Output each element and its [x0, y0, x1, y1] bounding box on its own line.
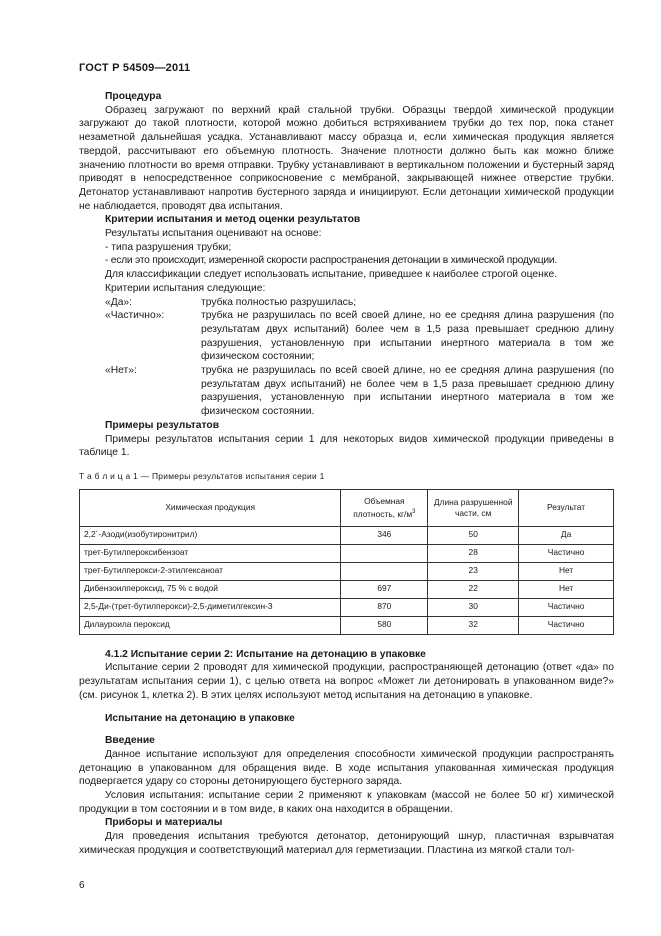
test-heading: Испытание на детонацию в упаковке: [105, 712, 295, 724]
header-density: [341, 489, 428, 526]
cell-length: 22: [428, 580, 519, 598]
criterion-value: трубка полностью разрушилась;: [201, 296, 357, 308]
criterion-key: «Нет»:: [105, 365, 137, 377]
devices-text: Для проведения испытания требуются детонатор, детонирующий шнур, пластичная взрывчатая химическая продукция и соответствующий материал для герметизации. Пластина из мягкой стали тол-: [79, 831, 614, 856]
criterion-key: «Частично»:: [105, 310, 165, 322]
cell-result: Нет: [519, 580, 614, 598]
table-header-row: [80, 489, 614, 526]
page-number: 6: [79, 880, 85, 891]
cell-product: 2,5-Ди-(трет-бутилперокси)-2,5-диметилгексин-3: [80, 598, 341, 616]
section-4-1-2-text: Испытание серии 2 проводят для химической продукции, распространяющей детонацию (ответ «да» по результатам испытания серии 1), с целью ответа на вопрос «Может ли детонировать в упакованном виде?» (см. рисунок 1, клетка 2). В этих целях используют метод испытания на детонацию в упаковке.: [79, 662, 614, 701]
cell-length: 28: [428, 544, 519, 562]
cell-length: 30: [428, 598, 519, 616]
header-length: Длина разрушенной части, см: [428, 489, 519, 526]
results-table: [79, 489, 614, 635]
cell-result: Частично: [519, 598, 614, 616]
cell-result: Да: [519, 526, 614, 544]
criteria-line: Для классификации следует использовать испытание, приведшее к наиболее строгой оценке.: [105, 269, 558, 281]
criteria-line: Результаты испытания оценивают на основе:: [105, 228, 322, 240]
cell-product: трет-Бутилперокси-2-этилгексаноат: [80, 562, 341, 580]
document-header: ГОСТ Р 54509—2011: [79, 62, 191, 74]
table-row: [80, 598, 614, 616]
cell-density: 580: [341, 616, 428, 634]
examples-text: Примеры результатов испытания серии 1 для некоторых видов химической продукции приведены в таблице 1.: [79, 433, 614, 459]
cell-product: Дибензоилпероксид, 75 % с водой: [80, 580, 341, 598]
procedure-text: Образец загружают по верхний край стальной трубки. Образцы твердой химической продукции загружают до такой плотности, которой можно добиться встряхиванием трубки до тех пор, пока станет незаметной дальнейшая усадка. Устанавливают массу образца и, если химическая продукция является твердой, рассчитывают его объемную плотность. Значение плотности должно быть как можно ближе значению плотности во время отправки. Трубку устанавливают в вертикальном положении и бустерный заряд приводят в непосредственное соприкосновение с мембраной, закрывающей нижнее отверстие трубки. Детонатор устанавливают напротив бустерного заряда и инициируют. Если детонации химической продукции не наблюдается, проводят два испытания.: [79, 104, 614, 212]
table-row: [80, 580, 614, 598]
table-caption: Т а б л и ц а 1 — Примеры результатов испытания серии 1: [79, 470, 325, 481]
header-product: Химическая продукция: [80, 489, 341, 526]
devices-heading: Приборы и материалы: [105, 817, 223, 829]
header-result: Результат: [519, 489, 614, 526]
intro-conditions: Условия испытания: испытание серии 2 применяют к упаковкам (массой не более 50 кг) химической продукции в том состоянии и в том виде, в каких она находится в обращении.: [79, 790, 614, 815]
cell-density: 346: [341, 526, 428, 544]
cell-density: 870: [341, 598, 428, 616]
cell-product: 2,2´-Азоди(изобутиронитрил): [80, 526, 341, 544]
cell-length: 23: [428, 562, 519, 580]
table-row: [80, 544, 614, 562]
criteria-line: - если это происходит, измеренной скорости распространения детонации в химической продукции.: [105, 255, 558, 267]
intro-text: Данное испытание используют для определения способности химической продукции распространять детонацию в упакованном для обращения виде. В ходе испытания упакованная химическая продукция подвергается удару со стороны детонирующего бустерного заряда.: [79, 748, 614, 788]
criterion-key: «Да»:: [105, 296, 133, 308]
criteria-line: - типа разрушения трубки;: [105, 241, 232, 253]
cell-density: [341, 562, 428, 580]
cell-product: Дилауроила пероксид: [80, 616, 341, 634]
cell-product: трет-Бутилпероксибензоат: [80, 544, 341, 562]
cell-result: Частично: [519, 544, 614, 562]
procedure-heading: Процедура: [105, 91, 162, 102]
criterion-partial: [79, 309, 614, 364]
cell-density: [341, 544, 428, 562]
intro-heading: Введение: [105, 735, 155, 747]
cell-result: Частично: [519, 616, 614, 634]
table-row: [80, 526, 614, 544]
cell-length: 32: [428, 616, 519, 634]
examples-heading: Примеры результатов: [105, 419, 220, 431]
table-row: [80, 616, 614, 634]
criterion-no: [79, 364, 614, 419]
header-density-sup: 3: [412, 508, 416, 515]
criterion-value: трубка не разрушилась по всей своей длине, но ее средняя длина разрушения (по результатам двух испытаний) не более чем в 1,5 раза превышает среднюю длину разрушения, установленную при испытании инертного материала в том же физическом состоянии.: [201, 365, 614, 418]
cell-density: 697: [341, 580, 428, 598]
cell-result: Нет: [519, 562, 614, 580]
header-density-label: Объемная плотность, кг/м: [353, 495, 413, 519]
criteria-line: Критерии испытания следующие:: [105, 282, 266, 294]
section-4-1-2-heading: 4.1.2 Испытание серии 2: Испытание на детонацию в упаковке: [105, 648, 426, 660]
table-row: [80, 562, 614, 580]
criterion-value: трубка не разрушилась по всей своей длине, но ее средняя длина разрушения (по результатам двух испытаний) более чем в 1,5 раза превышает среднюю длину разрушения, установленную при испытании инертного материала в том же физическом состоянии;: [201, 310, 614, 363]
cell-length: 50: [428, 526, 519, 544]
criterion-yes: [79, 296, 614, 310]
criteria-heading: Критерии испытания и метод оценки результатов: [105, 214, 361, 226]
page-content: [79, 90, 614, 858]
